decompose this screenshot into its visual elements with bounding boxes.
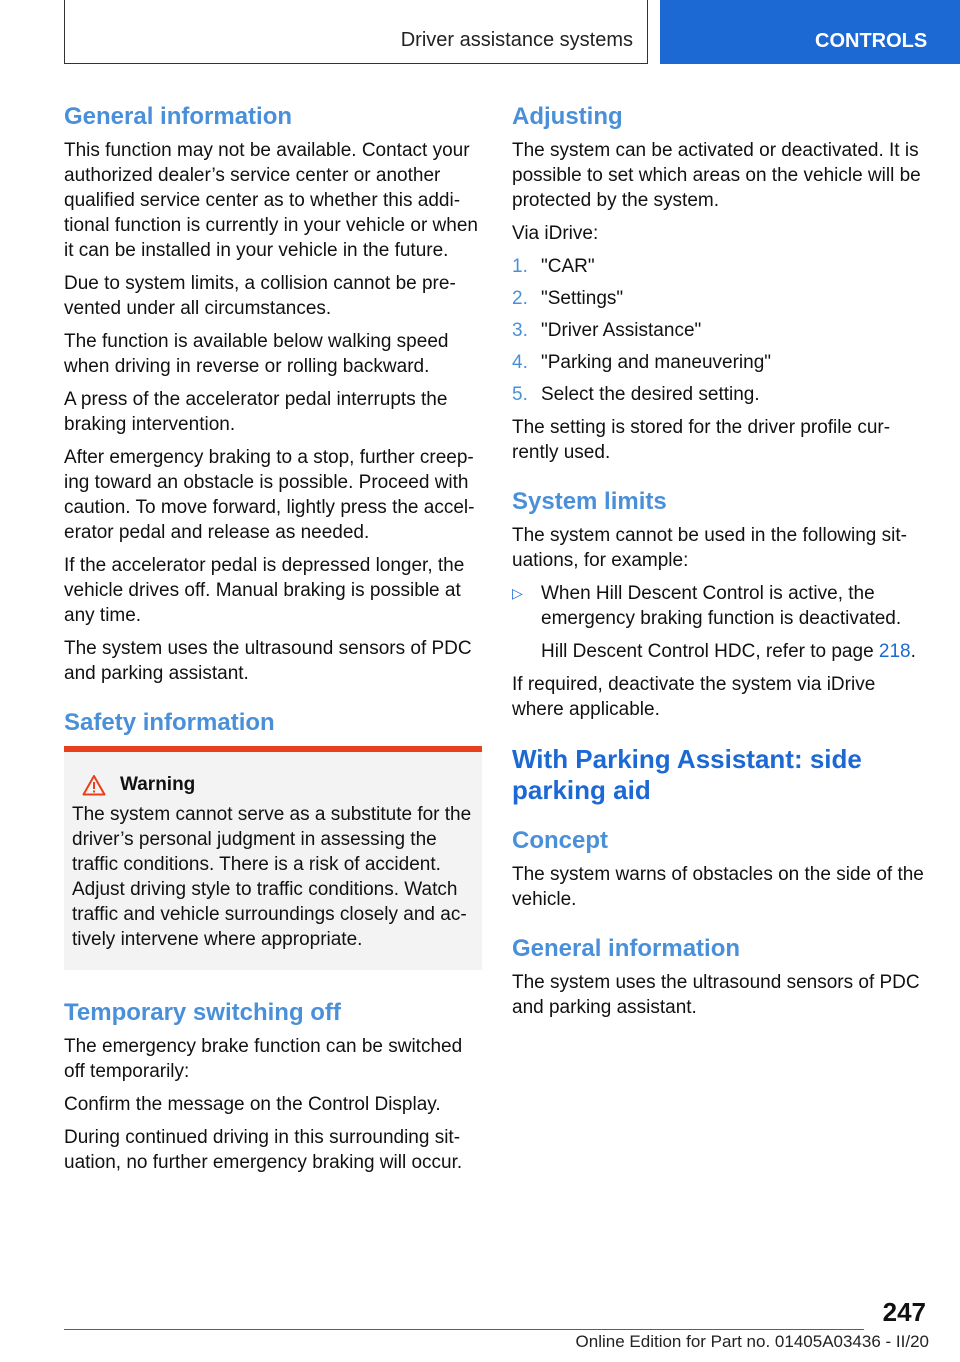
deactivate-text: If required, deactivate the system via iDrive where applicable. bbox=[512, 674, 876, 720]
reference-text: Hill Descent Control HDC, refer to page bbox=[541, 641, 879, 662]
right-column bbox=[512, 102, 930, 1028]
step-text: "Driver Assistance" bbox=[541, 320, 702, 341]
concept-heading: Concept bbox=[512, 827, 608, 854]
page-number: 247 bbox=[882, 1297, 926, 1327]
step-text: "CAR" bbox=[541, 256, 595, 277]
bullet-triangle-icon: ▷ bbox=[512, 585, 523, 601]
temp-paragraph: The emergency brake function can be switched off temporarily: bbox=[64, 1036, 463, 1082]
header-chapter-tab[interactable] bbox=[660, 0, 960, 64]
left-column bbox=[64, 102, 482, 1183]
general2-text: The system uses the ultrasound sensors of PDC and parking assistant. bbox=[512, 972, 920, 1018]
temp-paragraph: During continued driving in this surrounding sit-uation, no further emergency braking will occur. bbox=[64, 1127, 463, 1173]
general-paragraph: The function is available below walking speed when driving in reverse or rolling backward. bbox=[64, 331, 449, 377]
limits-intro: The system cannot be used in the following sit-uations, for example: bbox=[512, 525, 907, 571]
list-item bbox=[512, 254, 930, 279]
concept-text: The system warns of obstacles on the side of the vehicle. bbox=[512, 864, 924, 910]
adjusting-intro: The system can be activated or deactivated. It is possible to set which areas on the vehicle will be protected by the system. bbox=[512, 140, 921, 211]
warning-box bbox=[64, 746, 482, 970]
general-information-heading-2: General information bbox=[512, 935, 741, 962]
page-reference bbox=[512, 639, 930, 664]
spacer bbox=[512, 920, 930, 934]
list-item bbox=[512, 350, 930, 375]
header-section-box bbox=[64, 0, 648, 64]
general-paragraph: After emergency braking to a stop, further creep-ing toward an obstacle is possible. Proceed with caution. To move forward, lightly press the accel-erator pedal and release as needed. bbox=[64, 447, 475, 543]
list-item bbox=[512, 318, 930, 343]
adjusting-heading: Adjusting bbox=[512, 103, 623, 130]
side-parking-aid-heading: With Parking Assistant: side parking aid bbox=[512, 744, 862, 805]
spacer bbox=[512, 730, 930, 744]
warning-text: The system cannot serve as a substitute for the driver’s personal judgment in assessing the traffic conditions. There is a risk of accident. Adjust driving style to traffic conditions. Watch traffic and vehicle surroundings closely and ac-tively intervene where appropriate. bbox=[72, 804, 472, 950]
system-limits-heading: System limits bbox=[512, 488, 667, 515]
via-idrive: Via iDrive: bbox=[512, 223, 599, 244]
general-paragraph: Due to system limits, a collision cannot be pre-vented under all circumstances. bbox=[64, 273, 456, 319]
footer-divider bbox=[64, 1329, 864, 1330]
temp-paragraph: Confirm the message on the Control Display. bbox=[64, 1094, 441, 1115]
step-number: 5. bbox=[512, 384, 528, 405]
page-link[interactable]: 218 bbox=[878, 641, 911, 662]
step-number: 4. bbox=[512, 352, 528, 373]
general-paragraph: The system uses the ultrasound sensors of PDC and parking assistant. bbox=[64, 638, 472, 684]
spacer bbox=[512, 473, 930, 487]
warning-header bbox=[72, 774, 474, 796]
step-text: "Settings" bbox=[541, 288, 624, 309]
step-number: 1. bbox=[512, 256, 528, 277]
spacer bbox=[512, 812, 930, 826]
section-title: Driver assistance systems bbox=[400, 29, 633, 51]
spacer bbox=[64, 984, 482, 998]
edition-text: Online Edition for Part no. 01405A03436 - II/20 bbox=[575, 1332, 929, 1351]
step-number: 2. bbox=[512, 288, 528, 309]
step-text: "Parking and maneuvering" bbox=[541, 352, 772, 373]
list-item bbox=[512, 382, 930, 407]
general-paragraph: A press of the accelerator pedal interrupts the braking intervention. bbox=[64, 389, 448, 435]
list-item bbox=[512, 286, 930, 311]
chapter-title: CONTROLS bbox=[815, 30, 928, 52]
safety-information-heading: Safety information bbox=[64, 709, 275, 736]
setting-stored-text: The setting is stored for the driver profile cur-rently used. bbox=[512, 417, 891, 463]
general-information-heading: General information bbox=[64, 103, 293, 130]
idrive-steps bbox=[512, 254, 930, 407]
spacer bbox=[64, 694, 482, 708]
bullet-text: When Hill Descent Control is active, the emergency braking function is deactivated. bbox=[541, 583, 902, 629]
step-text: Select the desired setting. bbox=[541, 384, 760, 405]
step-number: 3. bbox=[512, 320, 528, 341]
general-paragraph: If the accelerator pedal is depressed longer, the vehicle drives off. Manual braking is possible at any time. bbox=[64, 555, 465, 626]
warning-title: Warning bbox=[120, 774, 196, 795]
limits-bullet bbox=[512, 581, 930, 631]
general-paragraph: This function may not be available. Contact your authorized dealer’s service center or another qualified service center as to whether this addi-tional function is currently in your vehicle or when it can be installed in your vehicle in the future. bbox=[64, 140, 478, 261]
reference-end: . bbox=[910, 641, 916, 662]
temporary-switching-off-heading: Temporary switching off bbox=[64, 999, 341, 1026]
warning-triangle-icon bbox=[82, 774, 106, 796]
